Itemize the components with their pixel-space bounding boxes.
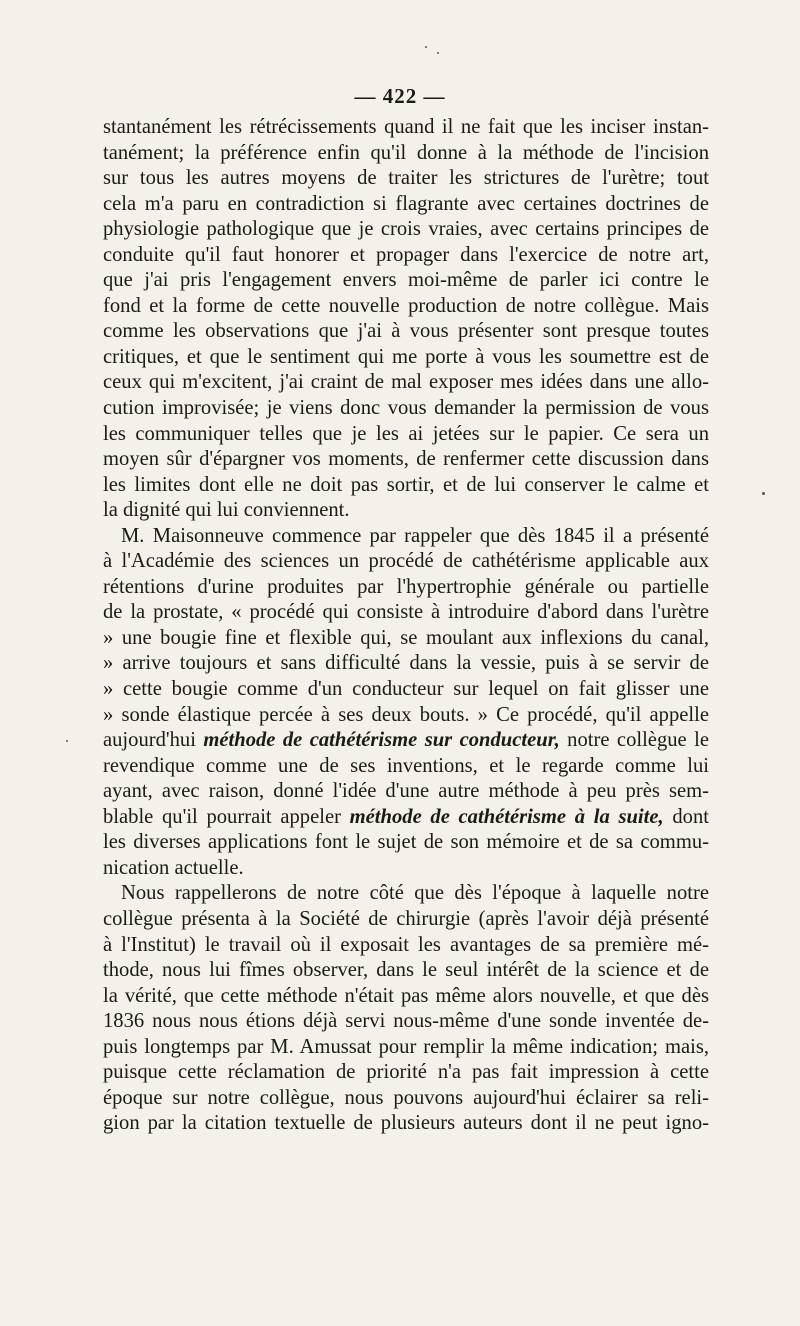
text-line: sur tous les autres moyens de traiter les strictures de l'urètre; tout	[103, 167, 709, 190]
text-line: conduite qu'il faut honorer et propager dans l'exercice de notre art,	[103, 243, 709, 266]
body-text	[103, 115, 709, 1137]
paper-speck	[762, 492, 765, 495]
text-line: 1836 nous nous étions déjà servi nous-même d'une sonde inventée de-	[103, 1010, 709, 1033]
text-line: fond et la forme de cette nouvelle production de notre collègue. Mais	[103, 294, 709, 317]
text-line: à l'Institut) le travail où il exposait les avantages de sa première mé-	[103, 933, 709, 956]
text-line: » sonde élastique percée à ses deux bouts. » Ce procédé, qu'il appelle	[103, 703, 709, 726]
text-line: la dignité qui lui conviennent.	[103, 499, 350, 522]
text-line: Nous rappellerons de notre côté que dès l'époque à laquelle notre	[121, 882, 709, 905]
text-line: à l'Académie des sciences un procédé de cathétérisme applicable aux	[103, 550, 709, 573]
text-line: que j'ai pris l'engagement envers moi-même de parler ici contre le	[103, 269, 709, 292]
text-line: cela m'a paru en contradiction si flagrante avec certaines doctrines de	[103, 192, 709, 215]
text-segment: aujourd'hui	[103, 729, 204, 752]
text-line: thode, nous lui fîmes observer, dans le seul intérêt de la science et de	[103, 959, 709, 982]
text-line: gion par la citation textuelle de plusieurs auteurs dont il ne peut igno-	[103, 1112, 709, 1135]
text-line: comme les observations que j'ai à vous présenter sont presque toutes	[103, 320, 709, 343]
page-number: — 422 —	[354, 84, 446, 108]
italic-term: méthode de cathétérisme à la suite,	[349, 805, 664, 828]
text-line: puisque cette réclamation de priorité n'a pas fait impression à cette	[103, 1061, 709, 1084]
text-line: » arrive toujours et sans difficulté dans la vessie, puis à se servir de	[103, 652, 709, 675]
text-line: ceux qui m'excitent, j'ai craint de mal exposer mes idées dans une allo-	[103, 371, 709, 394]
text-line: tanément; la préférence enfin qu'il donne à la méthode de l'incision	[103, 141, 709, 164]
text-line: la vérité, que cette méthode n'était pas même alors nouvelle, et que dès	[103, 984, 709, 1007]
text-line: » une bougie fine et flexible qui, se moulant aux inflexions du canal,	[103, 626, 709, 649]
text-line: époque sur notre collègue, nous pouvons aujourd'hui éclairer sa reli-	[103, 1086, 709, 1109]
text-segment: dont	[663, 805, 709, 828]
italic-term: méthode de cathétérisme sur conducteur,	[203, 729, 560, 752]
text-line: collègue présenta à la Société de chirurgie (après l'avoir déjà présenté	[103, 907, 709, 930]
text-line: physiologie pathologique que je crois vraies, avec certains principes de	[103, 218, 709, 241]
text-line-with-italic	[103, 805, 709, 831]
text-line: critiques, et que le sentiment qui me porte à vous les soumettre est de	[103, 345, 709, 368]
text-line: rétentions d'urine produites par l'hypertrophie générale ou partielle	[103, 575, 709, 598]
text-line: ayant, avec raison, donné l'idée d'une autre méthode à peu près sem-	[103, 780, 709, 803]
text-line: moyen sûr d'épargner vos moments, de renfermer cette discussion dans	[103, 448, 709, 471]
text-line: nication actuelle.	[103, 856, 244, 879]
text-line: les communiquer telles que je les ai jetées sur le papier. Ce sera un	[103, 422, 709, 445]
text-line: les diverses applications font le sujet de son mémoire et de sa commu-	[103, 831, 709, 854]
text-segment: notre collègue le	[559, 729, 709, 752]
text-segment: blable qu'il pourrait appeler	[103, 805, 350, 828]
text-line: de la prostate, « procédé qui consiste à introduire d'abord dans l'urètre	[103, 601, 709, 624]
text-line: stantanément les rétrécissements quand il ne fait que les inciser instan-	[103, 116, 709, 138]
text-line: » cette bougie comme d'un conducteur sur lequel on fait glisser une	[103, 678, 709, 701]
text-line: revendique comme une de ses inventions, et le regarde comme lui	[103, 754, 709, 777]
text-line: les limites dont elle ne doit pas sortir, et de lui conserver le calme et	[103, 473, 709, 496]
text-line: M. Maisonneuve commence par rappeler que dès 1845 il a présenté	[121, 524, 709, 547]
text-line: puis longtemps par M. Amussat pour remplir la même indication; mais,	[103, 1035, 709, 1058]
paper-speck	[437, 52, 439, 54]
text-line: cution improvisée; je viens donc vous demander la permission de vous	[103, 397, 709, 420]
paper-speck	[425, 46, 427, 48]
paper-speck	[66, 740, 68, 742]
text-line-with-italic	[103, 728, 709, 754]
